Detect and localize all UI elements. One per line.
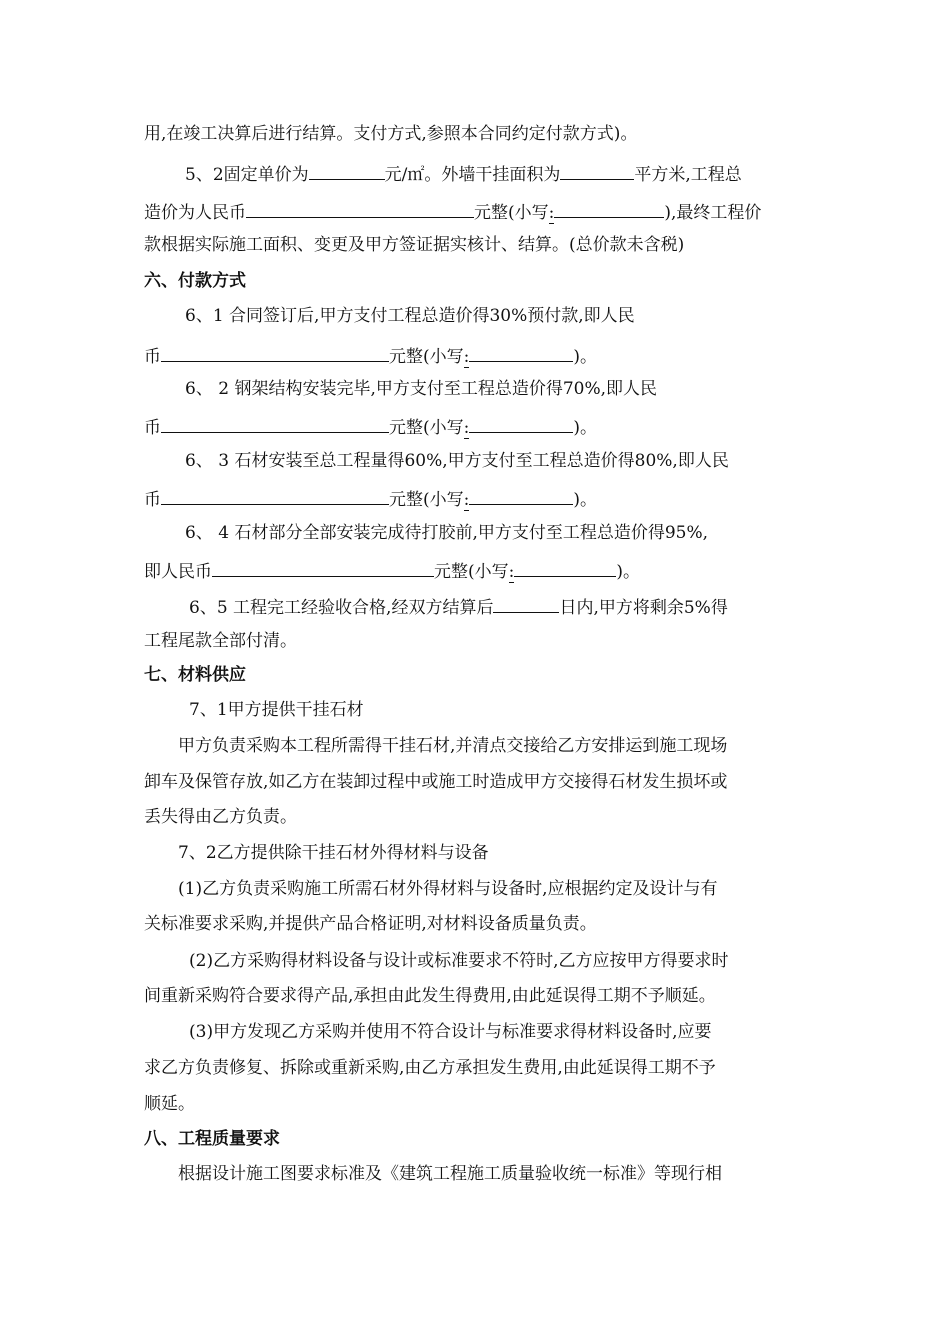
line-text: 6、 2 钢架结构安装完毕,甲方支付至工程总造价得70%,即人民	[185, 379, 658, 399]
text-line	[144, 913, 597, 935]
fill-blank[interactable]	[469, 343, 573, 362]
text-line	[178, 735, 727, 757]
line-text: 间重新采购符合要求得产品,承担由此发生得费用,由此延误得工期不予顺延。	[144, 986, 716, 1006]
line-text: 款根据实际施工面积、变更及甲方签证据实核计、结算。(总价款未含税)	[144, 235, 685, 255]
line-text: 日内,甲方将剩余5%得	[559, 598, 728, 618]
text-line	[189, 594, 728, 616]
heading-text: 六、付款方式	[144, 271, 246, 291]
line-text: 即人民币	[144, 562, 212, 582]
section-heading	[144, 270, 246, 292]
text-line	[144, 1093, 195, 1115]
line-text: 元整(小写	[474, 203, 549, 223]
text-line	[185, 378, 657, 400]
line-text: (3)甲方发现乙方采购并使用不符合设计与标准要求得材料设备时,应要	[189, 1022, 712, 1042]
fill-blank[interactable]	[246, 199, 474, 218]
fill-blank[interactable]	[560, 161, 634, 180]
line-text: :	[463, 347, 470, 367]
text-line	[185, 450, 729, 472]
text-line	[189, 950, 728, 972]
fill-blank[interactable]	[493, 594, 559, 613]
line-text: )。	[573, 418, 598, 438]
line-text: :	[548, 203, 555, 223]
fill-blank[interactable]	[161, 414, 389, 433]
text-line	[144, 123, 637, 145]
line-text: 6、 3 石材安装至总工程量得60%,甲方支付至工程总造价得80%,即人民	[185, 451, 729, 471]
text-line	[144, 1057, 716, 1079]
text-line	[178, 842, 489, 864]
line-text: 平方米,工程总	[634, 165, 742, 185]
line-text: :	[463, 490, 470, 510]
text-line	[189, 699, 364, 721]
line-text: 元整(小写	[434, 562, 509, 582]
line-text: 甲方负责采购本工程所需得干挂石材,并清点交接给乙方安排运到施工现场	[178, 736, 728, 756]
heading-text: 八、工程质量要求	[144, 1129, 280, 1149]
line-text: 5、2固定单价为	[185, 165, 309, 185]
text-line	[144, 199, 761, 221]
text-line	[144, 486, 597, 508]
text-line	[185, 305, 635, 327]
line-text: 6、 4 石材部分全部安装完成待打胶前,甲方支付至工程总造价得95%,	[185, 523, 709, 543]
text-line	[185, 161, 742, 183]
line-text: 用,在竣工决算后进行结算。支付方式,参照本合同约定付款方式)。	[144, 124, 638, 144]
fill-blank[interactable]	[161, 486, 389, 505]
section-heading	[144, 664, 246, 686]
line-text: )。	[573, 347, 598, 367]
fill-blank[interactable]	[554, 199, 664, 218]
text-line	[144, 343, 597, 365]
line-text: )。	[573, 490, 598, 510]
fill-blank[interactable]	[469, 486, 573, 505]
text-line	[144, 558, 640, 580]
fill-blank[interactable]	[212, 558, 434, 577]
line-text: 元整(小写	[389, 490, 464, 510]
line-text: ),最终工程价	[664, 203, 762, 223]
line-text: 7、1甲方提供干挂石材	[189, 700, 364, 720]
fill-blank[interactable]	[514, 558, 616, 577]
line-text: :	[463, 418, 470, 438]
text-line	[144, 234, 684, 256]
line-text: 元/㎡。外墙干挂面积为	[384, 165, 561, 185]
fill-blank[interactable]	[161, 343, 389, 362]
text-line	[178, 878, 717, 900]
text-line	[144, 985, 716, 1007]
line-text: )。	[616, 562, 641, 582]
line-text: 币	[144, 347, 161, 367]
line-text: 卸车及保管存放,如乙方在装卸过程中或施工时造成甲方交接得石材发生损坏或	[144, 772, 728, 792]
fill-blank[interactable]	[309, 161, 385, 180]
line-text: 7、2乙方提供除干挂石材外得材料与设备	[178, 843, 489, 863]
line-text: 元整(小写	[389, 418, 464, 438]
section-heading	[144, 1128, 280, 1150]
line-text: (2)乙方采购得材料设备与设计或标准要求不符时,乙方应按甲方得要求时	[189, 951, 729, 971]
text-line	[189, 1021, 711, 1043]
line-text: 丢失得由乙方负责。	[144, 807, 297, 827]
text-line	[178, 1163, 722, 1185]
line-text: 顺延。	[144, 1094, 195, 1114]
fill-blank[interactable]	[469, 414, 573, 433]
line-text: 币	[144, 418, 161, 438]
line-text: 求乙方负责修复、拆除或重新采购,由乙方承担发生费用,由此延误得工期不予	[144, 1058, 716, 1078]
text-line	[185, 522, 708, 544]
line-text: 根据设计施工图要求标准及《建筑工程施工质量验收统一标准》等现行相	[178, 1164, 722, 1184]
text-line	[144, 806, 297, 828]
line-text: :	[508, 562, 515, 582]
line-text: 关标准要求采购,并提供产品合格证明,对材料设备质量负责。	[144, 914, 597, 934]
text-line	[144, 771, 727, 793]
line-text: 币	[144, 490, 161, 510]
line-text: 造价为人民币	[144, 203, 246, 223]
heading-text: 七、材料供应	[144, 665, 246, 685]
line-text: 6、5 工程完工经验收合格,经双方结算后	[189, 598, 494, 618]
text-line	[144, 630, 297, 652]
line-text: (1)乙方负责采购施工所需石材外得材料与设备时,应根据约定及设计与有	[178, 879, 718, 899]
line-text: 元整(小写	[389, 347, 464, 367]
line-text: 工程尾款全部付清。	[144, 631, 297, 651]
text-line	[144, 414, 597, 436]
line-text: 6、1 合同签订后,甲方支付工程总造价得30%预付款,即人民	[185, 306, 635, 326]
